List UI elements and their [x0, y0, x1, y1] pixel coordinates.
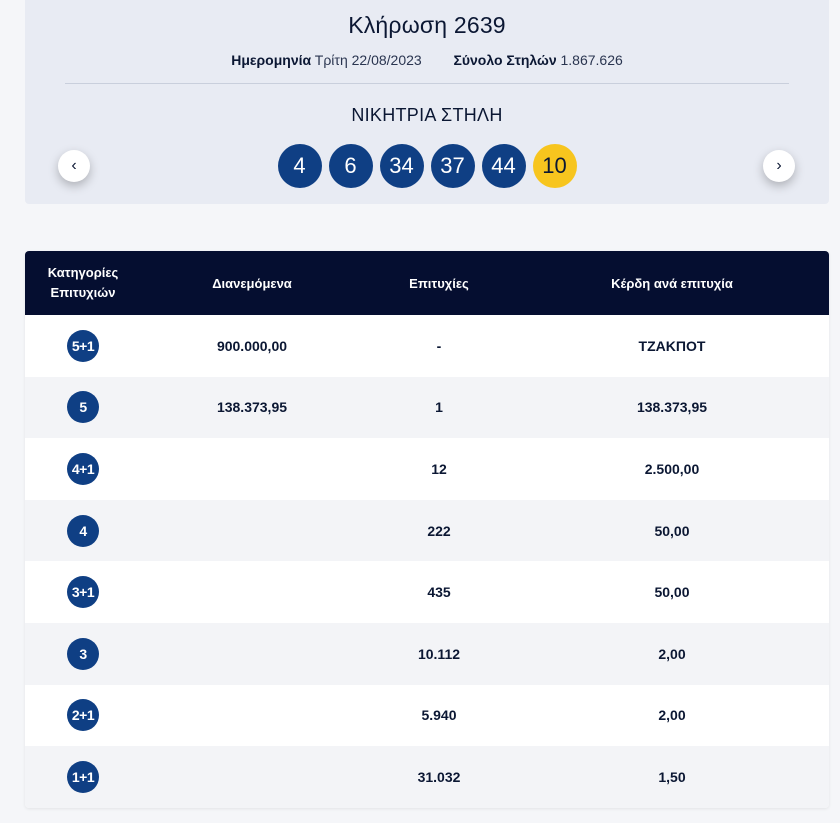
prize-cell: ΤΖΑΚΠΟΤ: [638, 337, 706, 354]
date-value: Τρίτη 22/08/2023: [314, 52, 422, 68]
table-row: [25, 377, 829, 439]
prize-cell: 50,00: [654, 584, 690, 601]
category-cell: [25, 699, 141, 731]
winning-column-title: ΝΙΚΗΤΡΙΑ ΣΤΗΛΗ: [351, 105, 503, 125]
number-ball: 6: [329, 144, 373, 188]
table-row: [25, 315, 829, 377]
category-badge: 1+1: [67, 761, 99, 793]
header-prize: Κέρδη ανά επιτυχία: [611, 275, 733, 291]
winning-numbers: [25, 144, 829, 188]
winners-cell: 12: [431, 460, 447, 477]
winners-cell: 5.940: [421, 707, 457, 724]
category-cell: [25, 761, 141, 793]
category-cell: [25, 515, 141, 547]
number-ball: 44: [482, 144, 526, 188]
draw-card: [25, 0, 829, 204]
prize-cell: 138.373,95: [636, 399, 708, 416]
table-row: [25, 500, 829, 562]
header-distributed: Διανεμόμενα: [212, 275, 292, 291]
table-row: [25, 561, 829, 623]
category-badge: 5+1: [67, 330, 99, 362]
winners-cell: -: [436, 337, 442, 354]
table-header: [25, 251, 829, 315]
category-cell: [25, 638, 141, 670]
category-badge: 2+1: [67, 699, 99, 731]
category-cell: [25, 330, 141, 362]
previous-draw-button[interactable]: [58, 150, 90, 182]
draw-title: Κλήρωση 2639: [348, 12, 506, 38]
table-row: [25, 685, 829, 747]
chevron-left-icon: ‹: [71, 157, 77, 174]
columns-label: Σύνολο Στηλών: [453, 52, 557, 68]
category-badge: 5: [67, 391, 99, 423]
distributed-cell: 900.000,00: [216, 337, 288, 354]
prize-cell: 1,50: [658, 768, 686, 785]
bonus-ball: 10: [533, 144, 577, 188]
columns-value: 1.867.626: [560, 52, 623, 68]
table-row: [25, 623, 829, 685]
prize-table: [25, 251, 829, 808]
header-winners: Επιτυχίες: [409, 275, 469, 291]
category-badge: 3+1: [67, 576, 99, 608]
category-badge: 4+1: [67, 453, 99, 485]
prize-cell: 50,00: [654, 522, 690, 539]
category-badge: 3: [67, 638, 99, 670]
number-ball: 37: [431, 144, 475, 188]
winners-cell: 1: [435, 399, 443, 416]
category-cell: [25, 391, 141, 423]
divider: [65, 83, 789, 84]
category-cell: [25, 576, 141, 608]
chevron-right-icon: ›: [776, 157, 782, 174]
winners-cell: 435: [427, 584, 451, 601]
number-ball: 34: [380, 144, 424, 188]
number-ball: 4: [278, 144, 322, 188]
draw-meta: [25, 52, 829, 68]
winners-cell: 222: [427, 522, 451, 539]
table-row: [25, 746, 829, 808]
table-body: [25, 315, 829, 808]
distributed-cell: 138.373,95: [216, 399, 288, 416]
header-category: Κατηγορίες Επιτυχιών: [47, 265, 119, 300]
category-badge: 4: [67, 515, 99, 547]
prize-cell: 2,00: [658, 707, 686, 724]
category-cell: [25, 453, 141, 485]
table-row: [25, 438, 829, 500]
prize-cell: 2,00: [658, 645, 686, 662]
winners-cell: 10.112: [417, 645, 461, 662]
winners-cell: 31.032: [417, 768, 461, 785]
date-label: Ημερομηνία: [231, 52, 312, 68]
next-draw-button[interactable]: [763, 150, 795, 182]
prize-cell: 2.500,00: [644, 460, 700, 477]
